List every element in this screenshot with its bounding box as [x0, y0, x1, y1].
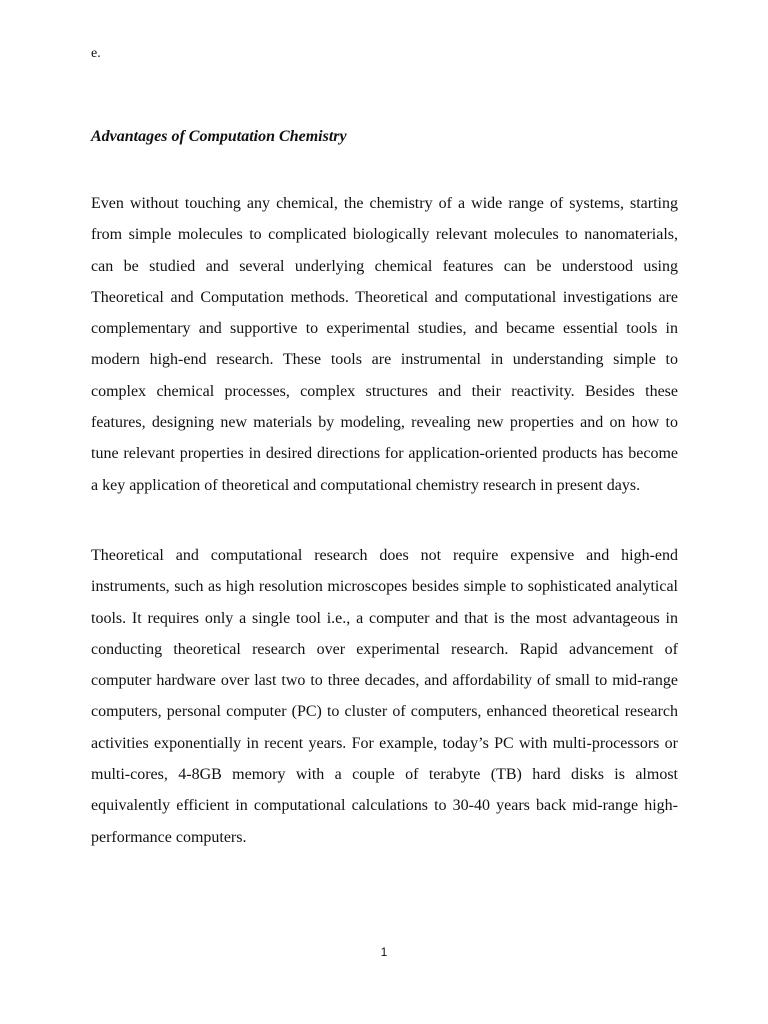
body-paragraph-2: Theoretical and computational research does not require expensive and high-end instruments, such as high resolution microscopes besides simple to sophisticated analytical tools. It requires only a single tool i.e., a computer and that is the most advantageous in conducting theoretical research over experimental research. Rapid advancement of computer hardware over last two to three decades, and affordability of small to mid-range computers, personal computer (PC) to cluster of computers, enhanced theoretical research activities exponentially in recent years. For example, today’s PC with multi-processors or multi-cores, 4-8GB memory with a couple of terabyte (TB) hard disks is almost equivalently efficient in computational calculations to 30-40 years back mid-range high-performance computers. [91, 547, 678, 846]
section-heading: Advantages of Computation Chemistry [91, 128, 347, 145]
body-paragraph-1: Even without touching any chemical, the chemistry of a wide range of systems, starting from simple molecules to complicated biologically relevant molecules to nanomaterials, can be studied and several underlying chemical features can be understood using Theoretical and Computation methods. Theoretical and computational investigations are complementary and supportive to experimental studies, and became essential tools in modern high-end research. These tools are instrumental in understanding simple to complex chemical processes, complex structures and their reactivity. Besides these features, designing new materials by modeling, revealing new properties and on how to tune relevant properties in desired directions for application-oriented products has become a key application of theoretical and computational chemistry research in present days. [91, 195, 678, 494]
page-number: 1 [380, 945, 388, 959]
header-fragment: e. [91, 46, 101, 61]
